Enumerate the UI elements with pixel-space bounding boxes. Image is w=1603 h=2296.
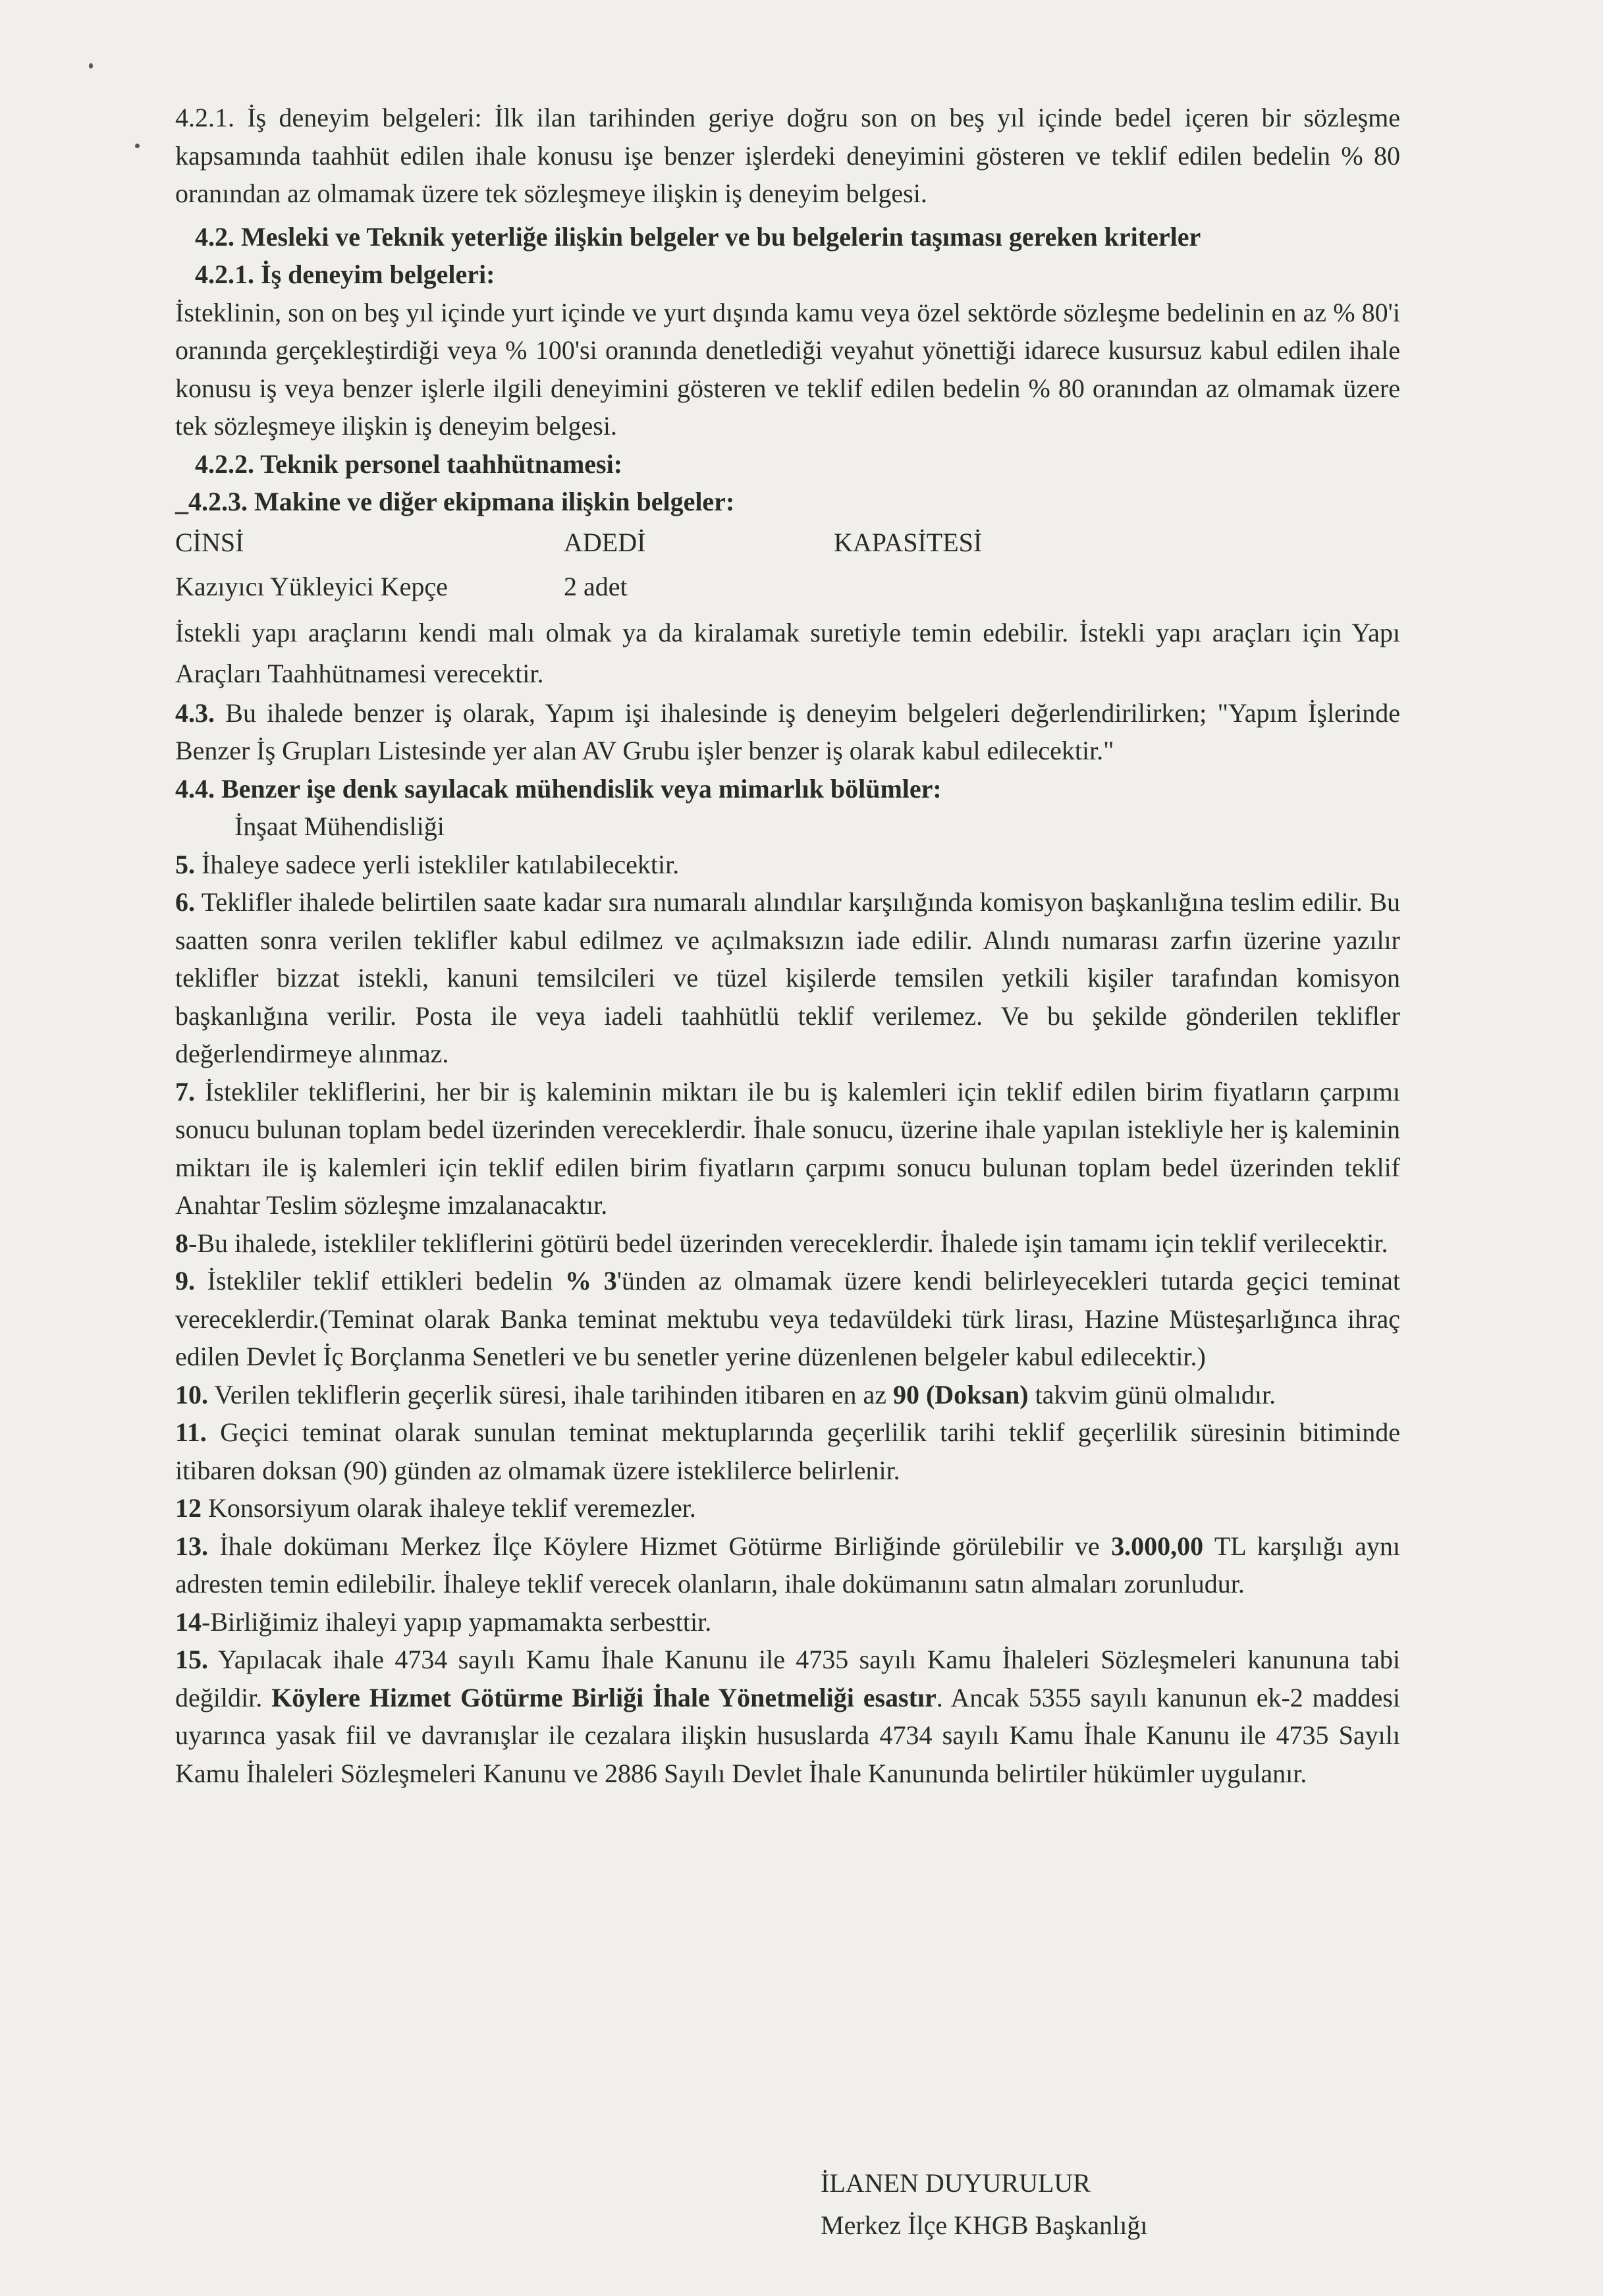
section-5 xyxy=(175,846,1400,884)
section-text: Verilen tekliflerin geçerlik süresi, ihale tarihinden itibaren en az xyxy=(214,1379,886,1409)
section-number: 8 xyxy=(175,1228,188,1258)
equipment-count: 2 adet xyxy=(564,572,628,601)
section-number: 11. xyxy=(175,1417,207,1447)
section-text: takvim günü olmalıdır. xyxy=(1035,1379,1276,1409)
section-number: 6. xyxy=(175,887,195,917)
validity-days: 90 (Doksan) xyxy=(892,1379,1029,1409)
section-text: 'ünden az olmamak üzere kendi belirleyecekleri tutarda geçici teminat vereceklerdir.(Teminat olarak Banka teminat mektubu veya tedavüldeki türk lirası, Hazine Müsteşarlığınca ihraç edilen Devlet İç Borçlanma Senetleri ve bu senetler yerine düzenlenen belgeler kabul edilecektir.) xyxy=(175,1266,1401,1371)
section-text: Teklifler ihalede belirtilen saate kadar sıra numaralı alındılar karşılığında komisyon başkanlığına teslim edilir. Bu saatten sonra verilen teklifler kabul edilmez ve açılmaksızın iade edilir. Alındı numarası zarfın üzerine yazılır teklifler bizzat istekli, kanuni temsilcileri ve tüzel kişilerde temsilen yetkili kişiler tarafından komisyon başkanlığına verilir. Posta ile veya iadeli taahhütlü teklif verilemez. Ve bu şekilde gönderilen teklifler değerlendirmeye alınmaz. xyxy=(175,887,1401,1068)
regulation-emphasis: Köylere Hizmet Götürme Birliği İhale Yönetmeliği esastır xyxy=(271,1682,937,1712)
signature-block xyxy=(821,2162,1148,2247)
document-price: 3.000,00 xyxy=(1111,1531,1204,1561)
section-text: İstekliler teklif ettikleri bedelin xyxy=(207,1266,553,1296)
section-text: İstekliler tekliflerini, her bir iş kaleminin miktarı ile bu iş kalemleri için teklif edilen birim fiyatların çarpımı sonucu bulunan toplam bedel üzerinden vereceklerdir. İhale sonucu, üzerine ihale yapılan istekliyle her iş kaleminin miktarı ile iş kalemleri için teklif edilen birim fiyatların çarpımı sonucu bulunan toplam bedel üzerinden teklif Anahtar Teslim sözleşme imzalanacaktır. xyxy=(175,1076,1400,1220)
section-text: Konsorsiyum olarak ihaleye teklif veremezler. xyxy=(208,1493,696,1523)
scan-speck xyxy=(89,63,93,68)
section-text: İş deneyim belgeleri: İlk ilan tarihinden geriye doğru son on beş yıl içinde bedel içeren bir sözleşme kapsamında taahhüt edilen ihale konusu işe benzer işlerdeki deneyimini gösteren ve teklif edilen bedelin % 80 oranından az olmamak üzere tek sözleşmeye ilişkin iş deneyim belgesi. xyxy=(175,103,1401,208)
section-6 xyxy=(175,883,1400,1073)
document-body xyxy=(175,99,1400,1792)
section-text: İhale dokümanı Merkez İlçe Köylere Hizmet Götürme Birliğinde görülebilir ve xyxy=(219,1531,1100,1561)
section-text: Bu ihalede benzer iş olarak, Yapım işi ihalesinde iş deneyim belgeleri değerlendirilirken; "Yapım İşlerinde Benzer İş Grupları Listesinde yer alan AV Grubu işler benzer iş olarak kabul edilecektir." xyxy=(175,697,1400,765)
section-4-2-1-text: İsteklinin, son on beş yıl içinde yurt içinde ve yurt dışında kamu veya özel sektörde sözleşme bedelinin en az % 80'i oranında gerçekleştirdiği veya % 100'si oranında denetlediği veyahut yönettiği idarece kusursuz kabul edilen ihale konusu iş veya benzer işlerle ilgili deneyimini gösteren ve teklif edilen bedelin % 80 oranından az olmamak üzere tek sözleşmeye ilişkin iş deneyim belgesi. xyxy=(175,297,1400,441)
section-10 xyxy=(175,1376,1400,1414)
header-count: ADEDİ xyxy=(564,527,646,557)
section-12 xyxy=(175,1489,1400,1527)
section-number: 4.3. xyxy=(175,697,215,728)
section-text: İhaleye sadece yerli istekliler katılabilecektir. xyxy=(202,849,680,879)
section-number: 5. xyxy=(175,849,195,879)
guarantee-rate: % 3 xyxy=(565,1266,617,1296)
section-8 xyxy=(175,1224,1400,1263)
table-row xyxy=(175,568,1400,606)
section-7 xyxy=(175,1073,1400,1224)
equipment-note: İstekli yapı araçlarını kendi malı olmak ya da kiralamak suretiyle temin edebilir. İstekli yapı araçları için Yapı Araçları Taahhütnamesi verecektir. xyxy=(175,617,1400,688)
section-number: 4.2.1. xyxy=(175,103,234,132)
section-4-2-1-intro xyxy=(175,99,1400,213)
section-4-3 xyxy=(175,694,1400,770)
section-14 xyxy=(175,1603,1400,1641)
scan-speck xyxy=(135,144,140,148)
section-number: 15. xyxy=(175,1645,208,1674)
section-number: 10. xyxy=(175,1379,208,1409)
issuer-line: Merkez İlçe KHGB Başkanlığı xyxy=(821,2210,1148,2240)
section-text: Yapılacak ihale 4734 sayılı Kamu İhale Kanunu ile 4735 sayılı Kamu İhaleleri Sözleşmeleri kanununa tabi değildir. xyxy=(175,1645,1400,1712)
section-number: 12 xyxy=(175,1493,202,1523)
section-15 xyxy=(175,1641,1400,1792)
equipment-type: Kazıyıcı Yükleyici Kepçe xyxy=(175,572,448,601)
section-13 xyxy=(175,1527,1400,1603)
section-4-4-item: İnşaat Mühendisliği xyxy=(234,811,445,841)
section-text: TL karşılığı aynı adresten temin edilebilir. İhaleye teklif verecek olanların, ihale dokümanını satın almaları zorunludur. xyxy=(175,1531,1401,1599)
section-number: 7. xyxy=(175,1076,195,1107)
section-text: -Bu ihalede, istekliler tekliflerini götürü bedel üzerinden vereceklerdir. İhalede işin tamamı için teklif verilecektir. xyxy=(188,1228,1388,1258)
section-text: -Birliğimiz ihaleyi yapıp yapmamakta serbesttir. xyxy=(202,1606,712,1637)
section-number: 13. xyxy=(175,1531,208,1561)
announcement-line: İLANEN DUYURULUR xyxy=(821,2168,1091,2198)
header-capacity: KAPASİTESİ xyxy=(834,527,983,557)
header-type: CİNSİ xyxy=(175,527,244,557)
section-9 xyxy=(175,1262,1400,1376)
section-11 xyxy=(175,1413,1400,1489)
equipment-table-header xyxy=(175,524,1400,562)
section-number: 9. xyxy=(175,1266,195,1296)
section-text: Geçici teminat olarak sunulan teminat mektuplarında geçerlilik tarihi teklif geçerlilik süresinin bitiminde itibaren doksan (90) günden az olmamak üzere isteklilerce belirlenir. xyxy=(175,1417,1401,1485)
section-4-2-1-heading: 4.2.1. İş deneyim belgeleri: xyxy=(195,260,495,289)
section-4-2-3-heading: _4.2.3. Makine ve diğer ekipmana ilişkin belgeler: xyxy=(175,487,735,516)
section-4-4-heading: 4.4. Benzer işe denk sayılacak mühendislik veya mimarlık bölümler: xyxy=(175,773,942,804)
section-4-2-2-heading: 4.2.2. Teknik personel taahhütnamesi: xyxy=(195,449,623,479)
section-4-2-heading: 4.2. Mesleki ve Teknik yeterliğe ilişkin belgeler ve bu belgelerin taşıması gereken kriterler xyxy=(195,221,1201,252)
section-number: 14 xyxy=(175,1606,202,1637)
section-text: . Ancak 5355 sayılı kanunun ek-2 maddesi uyarınca yasak fiil ve davranışlar ile cezalara ilişkin hususlarda 4734 sayılı Kamu İhale Kanunu ile 4735 Sayılı Kamu İhaleleri Sözleşmeleri Kanunu ve 2886 Sayılı Devlet İhale Kanununda belirtiler hükümler uygulanır. xyxy=(175,1682,1400,1788)
equipment-table xyxy=(175,524,1400,606)
